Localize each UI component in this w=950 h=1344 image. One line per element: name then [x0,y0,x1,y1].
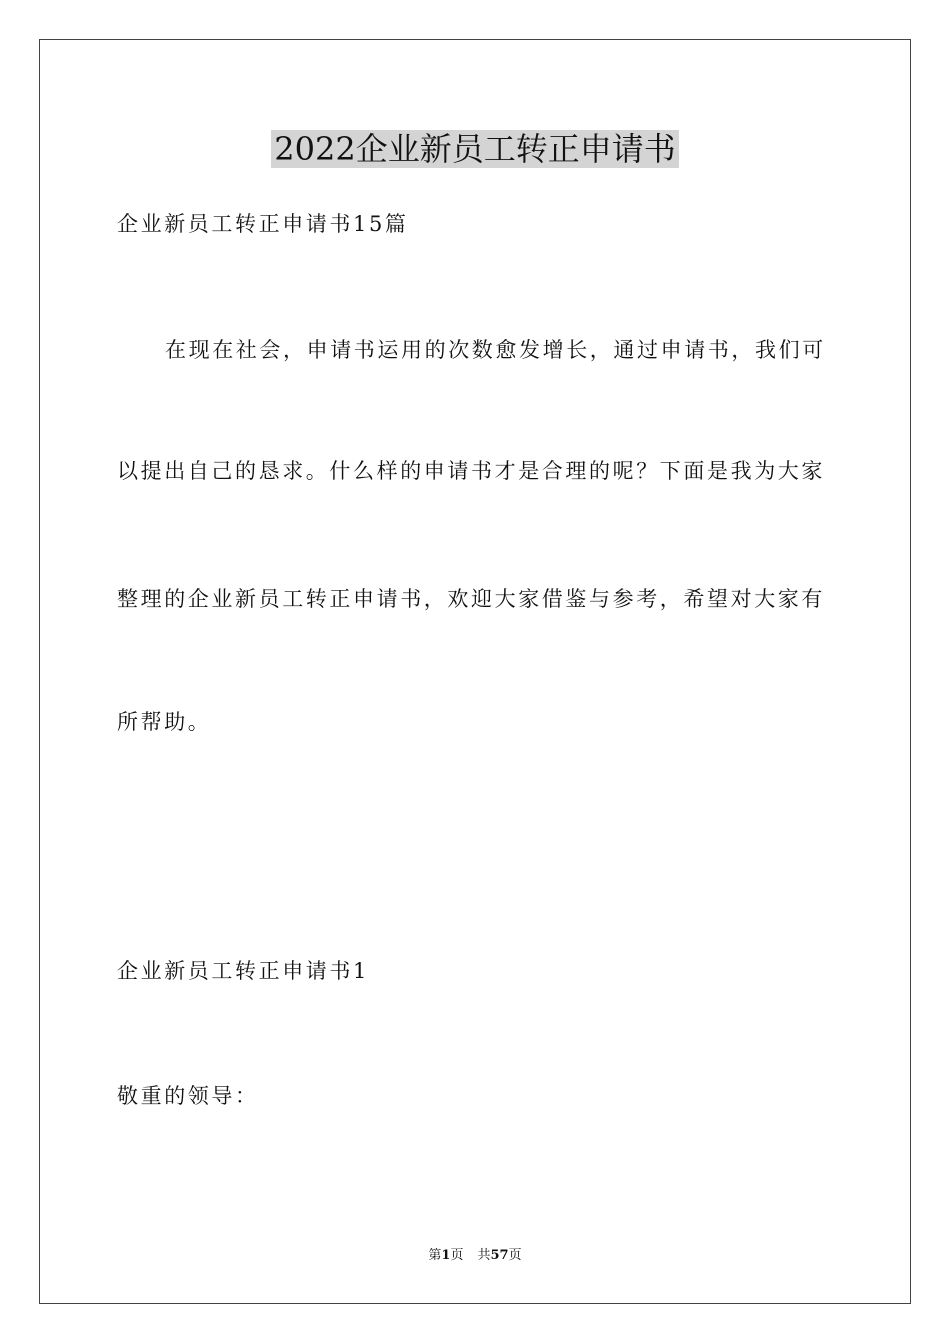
intro-line-1: 在现在社会，申请书运用的次数愈发增长，通过申请书，我们可 [165,338,826,362]
footer-page-suffix: 页 [450,1248,464,1263]
document-subtitle: 企业新员工转正申请书15篇 [117,212,409,236]
footer-total-suffix: 页 [508,1248,522,1263]
document-title-text: 2022企业新员工转正申请书 [271,130,678,168]
intro-line-3: 整理的企业新员工转正申请书，欢迎大家借鉴与参考，希望对大家有 [117,587,825,611]
salutation: 敬重的领导： [117,1084,259,1108]
intro-line-2: 以提出自己的恳求。什么样的申请书才是合理的呢？下面是我为大家 [117,459,825,483]
page-footer [0,1247,950,1265]
footer-total-pages: 57 [490,1248,509,1263]
document-title [0,128,950,170]
intro-line-4: 所帮助。 [117,710,212,734]
footer-total-prefix: 共 [477,1248,491,1263]
footer-page-number: 1 [441,1248,451,1263]
section-heading: 企业新员工转正申请书1 [117,959,369,983]
footer-page-prefix: 第 [428,1248,442,1263]
